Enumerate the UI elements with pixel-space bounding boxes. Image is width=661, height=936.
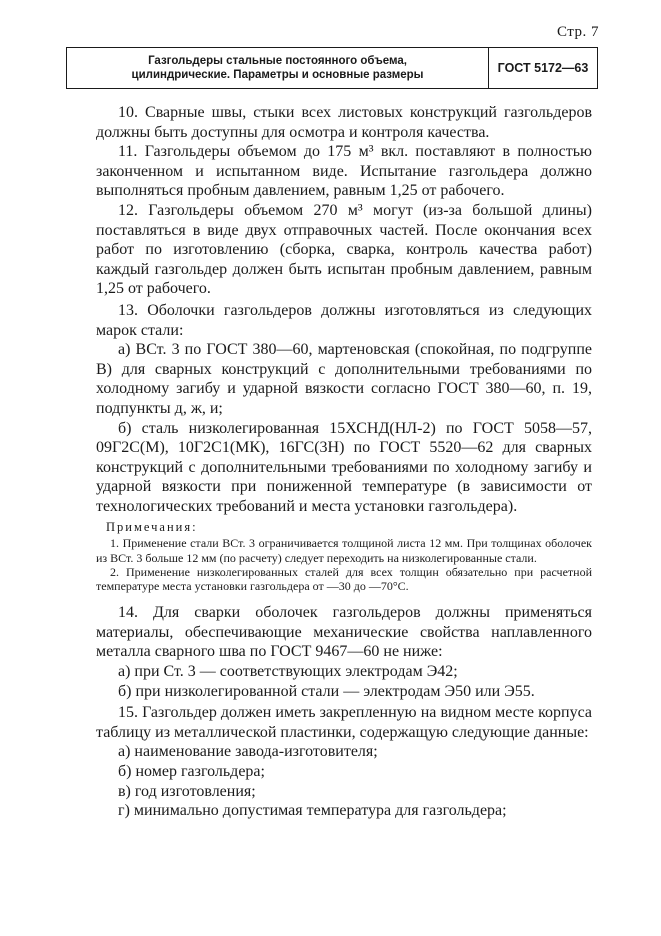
paragraph-11: 11. Газгольдеры объемом до 175 м³ вкл. поставляют в полностью законченном и испытанном виде. Испытание газгольдера должно выполняться пробным давлением, равным 1,25 от рабочего. [96, 143, 592, 200]
paragraph-14a: а) при Ст. 3 — соответствующих электродам Э42; [118, 663, 458, 681]
paragraph-14: 14. Для сварки оболочек газгольдеров должны применяться материалы, обеспечивающие механические свойства наплавленного металла сварного шва по ГОСТ 9467—60 не ниже: [96, 604, 592, 661]
page-number: Стр. 7 [556, 24, 599, 40]
note-1: 1. Применение стали ВСт. 3 ограничивается толщиной листа 12 мм. При толщинах оболочек из ВСт. 3 больше 12 мм (по расчету) следует переходить на низколегированные стали. [96, 536, 592, 565]
list-item-15b: б) номер газгольдера; [118, 763, 265, 781]
header-title-line-1: Газгольдеры стальные постоянного объема, [148, 55, 407, 67]
note-2: 2. Применение низколегированных сталей для всех толщин обязательно при расчетной температуре места установки газгольдера от —30 до —70°С. [96, 564, 592, 594]
document-header [66, 47, 598, 89]
list-item-15c: в) год изготовления; [118, 782, 256, 800]
list-item-15d: г) минимально допустимая температура для газгольдера; [118, 802, 507, 820]
notes-heading: Примечания: [106, 520, 198, 535]
header-title-line-2: цилиндрические. Параметры и основные размеры [131, 69, 424, 81]
document-body [96, 103, 592, 821]
paragraph-15: 15. Газгольдер должен иметь закрепленную на видном месте корпуса таблицу из металлической пластинки, содержащую следующие данные: [96, 704, 592, 741]
paragraph-13a: а) ВСт. 3 по ГОСТ 380—60, мартеновская (спокойная, по подгруппе В) для сварных конструкций с дополнительными требованиями по холодному загибу и ударной вязкости согласно ГОСТ 380—60, п. 19, подпункты д, ж, и; [96, 341, 592, 417]
list-item-15a: а) наименование завода-изготовителя; [118, 743, 378, 761]
standard-code: ГОСТ 5172—63 [497, 61, 589, 75]
paragraph-10: 10. Сварные швы, стыки всех листовых конструкций газгольдеров должны быть доступны для осмотра и контроля качества. [96, 104, 592, 141]
paragraph-13: 13. Оболочки газгольдеров должны изготовляться из следующих марок стали: [96, 301, 592, 339]
paragraph-13b: б) сталь низколегированная 15ХСНД(НЛ-2) по ГОСТ 5058—57, 09Г2С(М), 10Г2С1(МК), 16ГС(3Н) по ГОСТ 5520—62 для сварных конструкций с дополнительными требованиями по холодному загибу и ударной вязкости при пониженной температуре (в зависимости от технологических требований и места установки газгольдера). [96, 419, 592, 515]
header-title [67, 48, 489, 88]
paragraph-12: 12. Газгольдеры объемом 270 м³ могут (из-за большой длины) поставляться в виде двух отправочных частей. После окончания всех работ по изготовлению (сборка, сварка, контроль качества работ) каждый газгольдер должен быть испытан пробным давлением, равным 1,25 от рабочего. [96, 201, 592, 298]
paragraph-14b: б) при низколегированной стали — электродам Э50 или Э55. [118, 682, 535, 700]
